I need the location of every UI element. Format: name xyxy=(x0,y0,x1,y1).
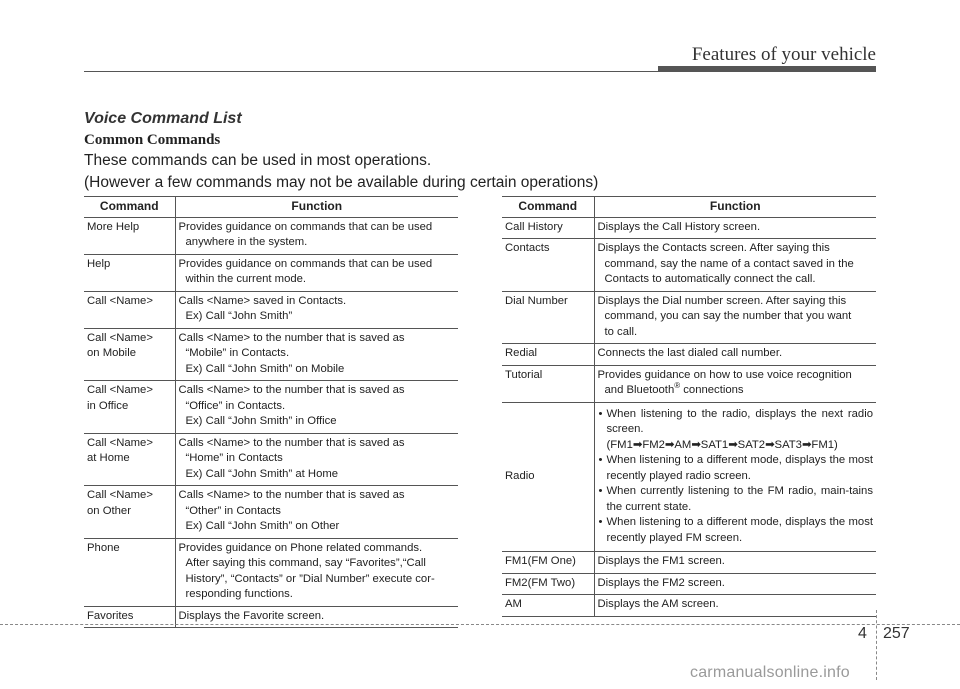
intro-line-1: These commands can be used in most operations. xyxy=(84,152,432,169)
command-cell xyxy=(84,217,175,254)
function-text xyxy=(179,257,456,288)
function-text xyxy=(598,597,874,613)
table-row xyxy=(502,402,876,552)
command-line: Call <Name> xyxy=(87,384,153,396)
bullet-item: • When listening to a different mode, displays the most recently played FM screen. xyxy=(598,515,874,546)
command-line: at Home xyxy=(87,452,130,464)
function-line: “Mobile” in Contacts. xyxy=(185,347,290,359)
bullet-item: • When listening to the radio, displays the next radio screen. (FM1➡FM2➡AM➡SAT1➡SAT2➡SAT3➡FM1) xyxy=(598,407,874,454)
function-line: Displays the FM1 screen. xyxy=(597,555,725,567)
command-cell: FM1(FM One) xyxy=(502,552,594,574)
function-text xyxy=(598,241,874,288)
function-line: “Office” in Contacts. xyxy=(185,399,286,412)
command-line: Call <Name> xyxy=(87,436,153,449)
function-line: After saying this command, say “Favorites”,“Call xyxy=(185,557,426,569)
command-cell: AM xyxy=(502,595,594,617)
function-line: “Home” in Contacts xyxy=(185,452,283,464)
function-line: Provides guidance on commands that can be used xyxy=(178,220,433,233)
table-row xyxy=(84,291,458,328)
function-text xyxy=(598,576,874,592)
command-line: in Office xyxy=(87,399,129,412)
function-text-part: and Bluetooth xyxy=(604,384,675,396)
function-text-part: connections xyxy=(680,384,744,396)
function-text xyxy=(179,331,456,378)
function-cell xyxy=(175,217,458,254)
function-cell xyxy=(175,433,458,486)
function-text xyxy=(179,541,456,603)
table-row xyxy=(502,217,876,239)
header-function: Function xyxy=(594,197,876,218)
function-cell xyxy=(594,365,876,402)
function-text xyxy=(179,383,456,430)
function-line: Provides guidance on how to use voice recognition xyxy=(597,368,852,381)
function-cell xyxy=(175,328,458,381)
function-line: Displays the Call History screen. xyxy=(597,220,761,233)
command-cell xyxy=(84,328,175,381)
command-table-right-body xyxy=(502,217,876,616)
command-cell xyxy=(84,381,175,434)
function-line: within the current mode. xyxy=(185,273,307,285)
table-row xyxy=(502,291,876,344)
table-header-row xyxy=(502,197,876,218)
command-cell: Dial Number xyxy=(502,291,594,344)
function-line: Displays the FM2 screen. xyxy=(597,576,725,589)
chapter-number: 4 xyxy=(858,625,867,642)
function-cell xyxy=(175,538,458,606)
function-cell xyxy=(594,344,876,366)
table-row xyxy=(84,254,458,291)
table-row xyxy=(502,365,876,402)
table-header-row xyxy=(84,197,458,218)
function-cell xyxy=(175,291,458,328)
command-line: Phone xyxy=(87,541,120,554)
command-line: More Help xyxy=(87,220,140,233)
footer-rule xyxy=(0,624,960,625)
subsection-title: Common Commands xyxy=(84,132,221,148)
function-text xyxy=(598,294,874,341)
function-line: Connects the last dialed call number. xyxy=(597,347,783,359)
function-cell xyxy=(594,402,876,552)
command-line: on Other xyxy=(87,504,131,517)
command-line: Call <Name> xyxy=(87,489,153,501)
command-cell xyxy=(84,486,175,539)
function-cell xyxy=(594,239,876,292)
table-row xyxy=(84,328,458,381)
function-text xyxy=(598,346,874,362)
command-cell xyxy=(84,538,175,606)
function-cell xyxy=(594,595,876,617)
function-line: Ex) Call “John Smith” on Mobile xyxy=(185,362,345,375)
function-text xyxy=(179,220,456,251)
function-line: Provides guidance on commands that can be used xyxy=(178,257,433,270)
function-line: anywhere in the system. xyxy=(185,236,308,248)
header-command: Command xyxy=(502,197,594,218)
command-cell xyxy=(84,291,175,328)
bullet-item: • When currently listening to the FM radio, main-tains the current state. xyxy=(598,484,874,515)
function-cell xyxy=(594,217,876,239)
table-row xyxy=(502,595,876,617)
function-line: Ex) Call “John Smith” xyxy=(185,310,293,322)
function-cell xyxy=(594,573,876,595)
function-cell xyxy=(175,254,458,291)
command-cell: FM2(FM Two) xyxy=(502,573,594,595)
command-cell xyxy=(84,433,175,486)
function-line: command, say the name of a contact saved in the xyxy=(604,257,854,270)
function-text xyxy=(598,554,874,570)
function-text xyxy=(598,368,874,399)
header-rule xyxy=(84,71,876,72)
command-cell: Tutorial xyxy=(502,365,594,402)
registered-mark: ® xyxy=(674,381,681,391)
function-line: Calls <Name> to the number that is saved as xyxy=(178,384,405,396)
command-line: Call <Name> xyxy=(87,331,153,344)
function-line xyxy=(598,383,874,399)
function-cell xyxy=(175,381,458,434)
function-line: Ex) Call “John Smith” on Other xyxy=(185,520,340,532)
function-line: to call. xyxy=(604,325,638,338)
function-cell xyxy=(594,552,876,574)
command-line: Help xyxy=(87,257,111,270)
function-line: Calls <Name> saved in Contacts. xyxy=(178,294,347,307)
page-number: 257 xyxy=(883,625,910,642)
function-line: Calls <Name> to the number that is saved as xyxy=(178,436,405,449)
function-line: History”, “Contacts” or ”Dial Number” execute cor- xyxy=(185,572,435,585)
function-line: Displays the Favorite screen. xyxy=(178,609,325,622)
section-title: Voice Command List xyxy=(84,110,242,127)
table-row xyxy=(502,344,876,366)
function-text xyxy=(179,488,456,535)
function-line: Contacts to automatically connect the call. xyxy=(604,273,816,285)
table-row xyxy=(502,552,876,574)
function-line: command, you can say the number that you want xyxy=(604,310,852,322)
command-line: on Mobile xyxy=(87,347,136,359)
function-line: Displays the Dial number screen. After saying this xyxy=(597,294,847,307)
command-cell xyxy=(84,254,175,291)
command-table-left xyxy=(84,196,458,628)
function-line: Calls <Name> to the number that is saved as xyxy=(178,489,405,501)
table-row xyxy=(502,239,876,292)
function-text xyxy=(179,436,456,483)
table-row xyxy=(84,538,458,606)
table-row xyxy=(84,381,458,434)
command-table-left-body xyxy=(84,217,458,628)
watermark: carmanualsonline.info xyxy=(690,664,850,681)
table-row xyxy=(84,217,458,254)
function-line: Displays the AM screen. xyxy=(597,598,719,610)
bullet-list xyxy=(598,407,874,547)
command-line: Favorites xyxy=(87,609,134,622)
command-cell: Redial xyxy=(502,344,594,366)
bullet-item: • When listening to a different mode, displays the most recently played radio screen. xyxy=(598,453,874,484)
command-cell: Radio xyxy=(502,402,594,552)
table-row xyxy=(84,433,458,486)
function-text xyxy=(179,609,456,625)
function-text xyxy=(598,220,874,236)
footer-divider xyxy=(876,610,877,680)
function-line: Ex) Call “John Smith” at Home xyxy=(185,467,339,480)
command-line: Call <Name> xyxy=(87,294,153,307)
function-line: Provides guidance on Phone related commands. xyxy=(178,541,423,554)
function-cell xyxy=(594,291,876,344)
header-title: Features of your vehicle xyxy=(691,44,876,65)
function-line: responding functions. xyxy=(185,588,293,600)
function-text xyxy=(179,294,456,325)
function-cell xyxy=(175,486,458,539)
function-line: “Other” in Contacts xyxy=(185,504,281,517)
command-table-right xyxy=(502,196,876,617)
header-function: Function xyxy=(175,197,458,218)
command-cell: Contacts xyxy=(502,239,594,292)
table-row xyxy=(84,486,458,539)
header-command: Command xyxy=(84,197,175,218)
function-line: Calls <Name> to the number that is saved as xyxy=(178,331,405,344)
function-line: Displays the Contacts screen. After saying this xyxy=(597,242,830,254)
table-row xyxy=(502,573,876,595)
intro-line-2: (However a few commands may not be available during certain operations) xyxy=(84,174,599,191)
function-line: Ex) Call “John Smith” in Office xyxy=(185,415,337,427)
command-cell: Call History xyxy=(502,217,594,239)
